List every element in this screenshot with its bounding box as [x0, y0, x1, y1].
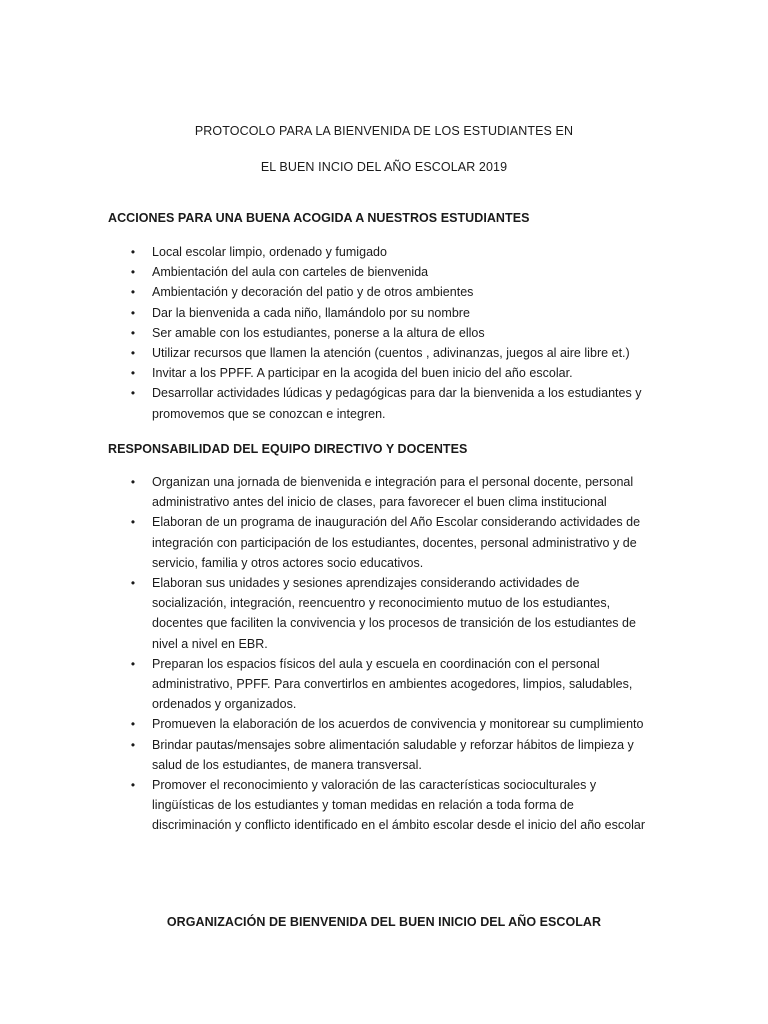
list-item-text: Ambientación y decoración del patio y de otros ambientes [152, 285, 474, 300]
list-item-text: Desarrollar actividades lúdicas y pedagógicas para dar la bienvenida a los estudiantes y promovemos que se conozcan e integren. [152, 386, 642, 421]
list-item-text: Promover el reconocimiento y valoración de las características socioculturales y lingüísticas de los estudiantes y toman medidas en relación a toda forma de discriminación y conflicto identificado en el ámbito escolar desde el inicio del año escolar [152, 778, 646, 833]
bullet-icon: • [130, 576, 136, 591]
list-item [0, 363, 646, 383]
bullet-icon: • [130, 475, 136, 489]
section-heading-acciones: ACCIONES PARA UNA BUENA ACOGIDA A NUESTROS ESTUDIANTES [108, 211, 530, 225]
bullet-icon: • [130, 325, 136, 340]
bullet-icon: • [130, 656, 136, 671]
list-item-text: Local escolar limpio, ordenado y fumigado [152, 245, 387, 259]
bullet-icon: • [130, 346, 136, 361]
list-item [0, 343, 646, 363]
list-item-text: Brindar pautas/mensajes sobre alimentación saludable y reforzar hábitos de limpieza y salud de los estudiantes, de manera transversal. [152, 737, 634, 772]
document-title-line-2: EL BUEN INCIO DEL AÑO ESCOLAR 2019 [260, 160, 508, 174]
list-item [0, 775, 646, 836]
list-item [0, 573, 646, 654]
list-item-text: Invitar a los PPFF. A participar en la acogida del buen inicio del año escolar. [152, 366, 573, 381]
document-title-line-1: PROTOCOLO PARA LA BIENVENIDA DE LOS ESTUDIANTES EN [194, 124, 574, 138]
bullet-list-acciones [0, 242, 646, 424]
bullet-icon: • [130, 285, 136, 300]
list-item [0, 262, 646, 282]
list-item [0, 323, 646, 343]
list-item [0, 654, 646, 715]
list-item [0, 303, 646, 323]
list-item [0, 472, 646, 512]
bullet-icon: • [130, 265, 136, 280]
list-item-text: Ambientación del aula con carteles de bienvenida [152, 265, 429, 280]
list-item-text: Elaboran sus unidades y sesiones aprendizajes considerando actividades de socialización, integración, reencuentro y reconocimiento mutuo de los estudiantes, docentes que faciliten la convivencia y los procesos de transición de los estudiantes de nivel a nivel en EBR. [152, 576, 636, 651]
bullet-icon: • [130, 778, 136, 793]
list-item-text: Preparan los espacios físicos del aula y escuela en coordinación con el personal administrativo, PPFF. Para convertirlos en ambientes acogedores, limpios, saludables, ordenados y organizados. [152, 656, 633, 712]
list-item-text: Ser amable con los estudiantes, ponerse a la altura de ellos [152, 325, 485, 340]
list-item-text: Elaboran de un programa de inauguración del Año Escolar considerando actividades de integración con participación de los estudiantes, docentes, personal administrativo y de servicio, familia y otros actores socio educativos. [152, 515, 641, 570]
bullet-icon: • [130, 366, 136, 381]
bullet-icon: • [130, 717, 136, 732]
list-item [0, 735, 646, 775]
list-item [0, 512, 646, 573]
section-heading-responsabilidad: RESPONSABILIDAD DEL EQUIPO DIRECTIVO Y DOCENTES [108, 442, 468, 456]
list-item [0, 282, 646, 302]
bullet-icon: • [130, 305, 136, 320]
bullet-icon: • [130, 386, 136, 401]
section-heading-organizacion: ORGANIZACIÓN DE BIENVENIDA DEL BUEN INICIO DEL AÑO ESCOLAR [166, 915, 602, 929]
bullet-icon: • [130, 737, 136, 752]
list-item-text: Promueven la elaboración de los acuerdos de convivencia y monitorear su cumplimiento [152, 717, 644, 732]
bullet-list-responsabilidad [0, 472, 646, 836]
bullet-icon: • [130, 515, 136, 530]
bullet-icon: • [130, 245, 136, 259]
list-item [0, 242, 646, 262]
list-item [0, 383, 646, 423]
list-item-text: Organizan una jornada de bienvenida e integración para el personal docente, personal administrativo antes del inicio de clases, para favorecer el buen clima institucional [152, 475, 634, 510]
list-item-text: Dar la bienvenida a cada niño, llamándolo por su nombre [152, 305, 470, 320]
list-item [0, 714, 646, 734]
list-item-text: Utilizar recursos que llamen la atención (cuentos , adivinanzas, juegos al aire libre et.) [152, 346, 630, 361]
